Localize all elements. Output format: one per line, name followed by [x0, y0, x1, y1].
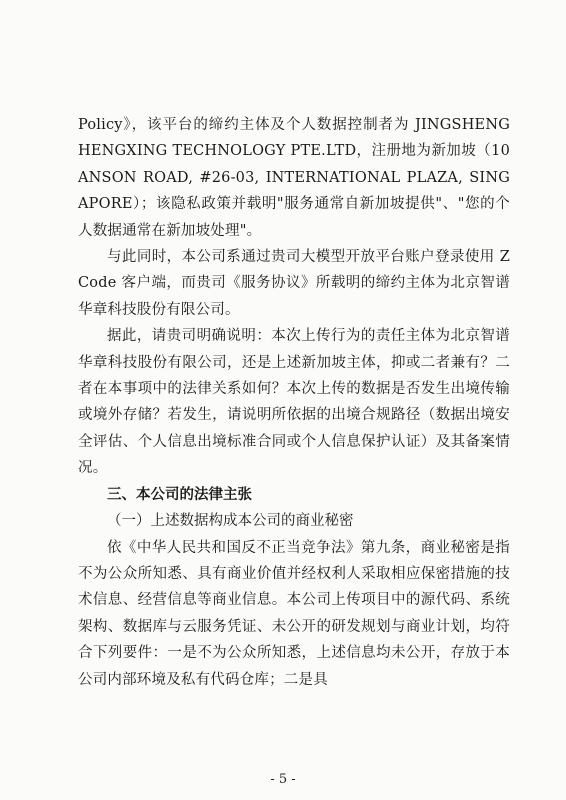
document-body: [78, 112, 510, 693]
paragraph-request-clarification: 据此，请贵司明确说明：本次上传行为的责任主体为北京智谱华章科技股份有限公司，还是上述新加坡主体，抑或二者兼有？二者在本事项中的法律关系如何？本次上传的数据是否发生出境传输或境外存储？若发生，请说明所依据的出境合规路径（数据出境安全评估、个人信息出境标准合同或个人信息保护认证）及其备案情况。: [78, 328, 510, 477]
paragraph-policy-entity: Policy》，该平台的缔约主体及个人数据控制者为 JINGSHENG HENGXING TECHNOLOGY PTE.LTD，注册地为新加坡（10 ANSON ROAD, #26-03, INTERNATIONAL PLAZA, SINGAPORE）；该隐私政策并载明"服务通常自新加坡提供"、"您的个人数据通常在新加坡处理"。: [78, 117, 510, 239]
page-number: - 5 -: [270, 772, 296, 787]
section-heading-legal-claims: 三、本公司的法律主张: [107, 486, 252, 503]
paragraph-trade-secret-law: 依《中华人民共和国反不正当竞争法》第九条，商业秘密是指不为公众所知悉、具有商业价值并经权利人采取相应保密措施的技术信息、经营信息等商业信息。本公司上传项目中的源代码、系统架构、数据库与云服务凭证、未公开的研发规划与商业计划，均符合下列要件：一是不为公众所知悉，上述信息均未公开，存放于本公司内部环境及私有代码仓库；二是具: [78, 539, 510, 688]
subsection-heading-trade-secret: （一）上述数据构成本公司的商业秘密: [107, 513, 354, 530]
paragraph-service-agreement: 与此同时，本公司系通过贵司大模型开放平台账户登录使用 ZCode 客户端，而贵司《服务协议》所载明的缔约主体为北京智谱华章科技股份有限公司。: [78, 249, 510, 318]
